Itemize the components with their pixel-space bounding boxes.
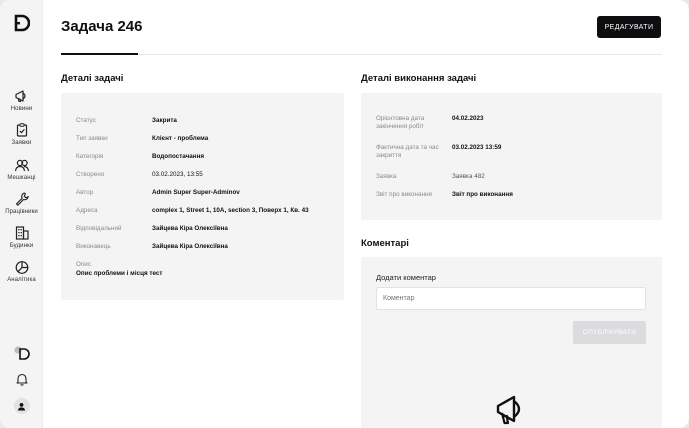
detail-label: Автор [76, 189, 94, 196]
page-title: Задача 246 [61, 18, 143, 35]
task-details-card: Статус Закрита Тип заявки Клієнт - проблема Категорія Водопостачання Створено 03.02.2023, 13:55 Автор Admin Super Super-Adminov Адреса complex 1, Street 1, 10A, section 3, Поверх 1, Кв. 43 Відповідальний Зайцева Кіра Олексіївна Виконавець Зайцева Кіра Олексіївна Опис Опис проблеми і місця тест [61, 93, 344, 300]
detail-label: Тип заявки [76, 135, 108, 142]
detail-label: Звіт про виконання [376, 191, 432, 198]
detail-label: Відповідальний [76, 225, 122, 232]
detail-value: 03.02.2023, 13:55 [152, 171, 203, 178]
detail-label: Орієнтовна дата закінчення робіт [376, 115, 425, 130]
detail-label: Статус [76, 117, 96, 124]
divider [61, 54, 662, 55]
detail-label: Адреса [76, 207, 98, 214]
execution-details-title: Деталі виконання задачі [361, 73, 477, 84]
megaphone-icon [492, 390, 530, 428]
detail-label: Створено [76, 171, 105, 178]
main-content [44, 0, 689, 428]
sidebar-item-label: Будинки [9, 243, 34, 249]
brand-badge-icon [13, 345, 31, 361]
edit-button[interactable]: РЕДАГУВАТИ [597, 16, 661, 38]
detail-value: 03.02.2023 13:59 [452, 144, 502, 151]
detail-value: 04.02.2023 [452, 115, 484, 122]
sidebar-item-label: Заявки [11, 140, 32, 146]
building-icon [14, 225, 30, 241]
sidebar-item-workers[interactable] [0, 191, 43, 215]
exec-row-actual-close [376, 144, 656, 162]
sidebar-item-label: Новини [10, 106, 33, 112]
detail-value: Зайцева Кіра Олексіївна [152, 243, 228, 250]
sidebar-item-residents[interactable] [0, 157, 43, 181]
detail-value: complex 1, Street 1, 10A, section 3, Поверх 1, Кв. 43 [152, 207, 309, 214]
sidebar-item-label: Працівники [5, 209, 38, 215]
sidebar-item-label: Мешканці [7, 175, 36, 181]
user-icon [17, 402, 26, 411]
detail-value: Зайцева Кіра Олексіївна [152, 225, 228, 232]
detail-label: Категорія [76, 153, 104, 160]
pie-chart-icon [14, 259, 30, 275]
sidebar-item-label: Аналітика [7, 277, 36, 283]
comments-title: Коментарі [361, 238, 409, 249]
detail-value: Клієнт - проблема [152, 135, 209, 142]
detail-label: Заявка [376, 173, 397, 180]
detail-label: Виконавець [76, 243, 111, 250]
detail-value: Закрита [152, 117, 177, 124]
comments-card [361, 257, 662, 428]
bell-icon [15, 372, 29, 386]
sidebar [0, 0, 43, 428]
profile-button[interactable] [0, 398, 43, 414]
sidebar-item-requests[interactable] [0, 122, 43, 146]
task-details-title: Деталі задачі [61, 73, 124, 84]
sidebar-item-analytics[interactable] [0, 259, 43, 283]
clipboard-check-icon [14, 122, 30, 138]
request-link[interactable]: Заявка 482 [452, 173, 485, 180]
app-logo-icon[interactable] [14, 14, 30, 32]
detail-value: Звіт про виконання [452, 191, 513, 198]
users-icon [14, 157, 30, 173]
add-comment-label: Додати коментар [376, 273, 436, 282]
detail-label: Фактична дата та час закриття [376, 144, 439, 159]
wrench-icon [14, 191, 30, 207]
active-tab-indicator [61, 53, 138, 55]
detail-value: Водопостачання [152, 153, 205, 160]
megaphone-icon [14, 88, 30, 104]
detail-value: Admin Super Super-Adminov [152, 189, 240, 196]
exec-row-estimated-date [376, 115, 656, 133]
notifications-button[interactable] [0, 372, 43, 386]
avatar [14, 398, 30, 414]
comment-input[interactable] [376, 287, 646, 310]
execution-details-card [361, 93, 662, 220]
publish-button[interactable]: ОПУБЛІКУВАТИ [573, 321, 646, 344]
brand-badge[interactable] [0, 345, 43, 361]
sidebar-item-buildings[interactable] [0, 225, 43, 249]
sidebar-item-news[interactable] [0, 88, 43, 112]
